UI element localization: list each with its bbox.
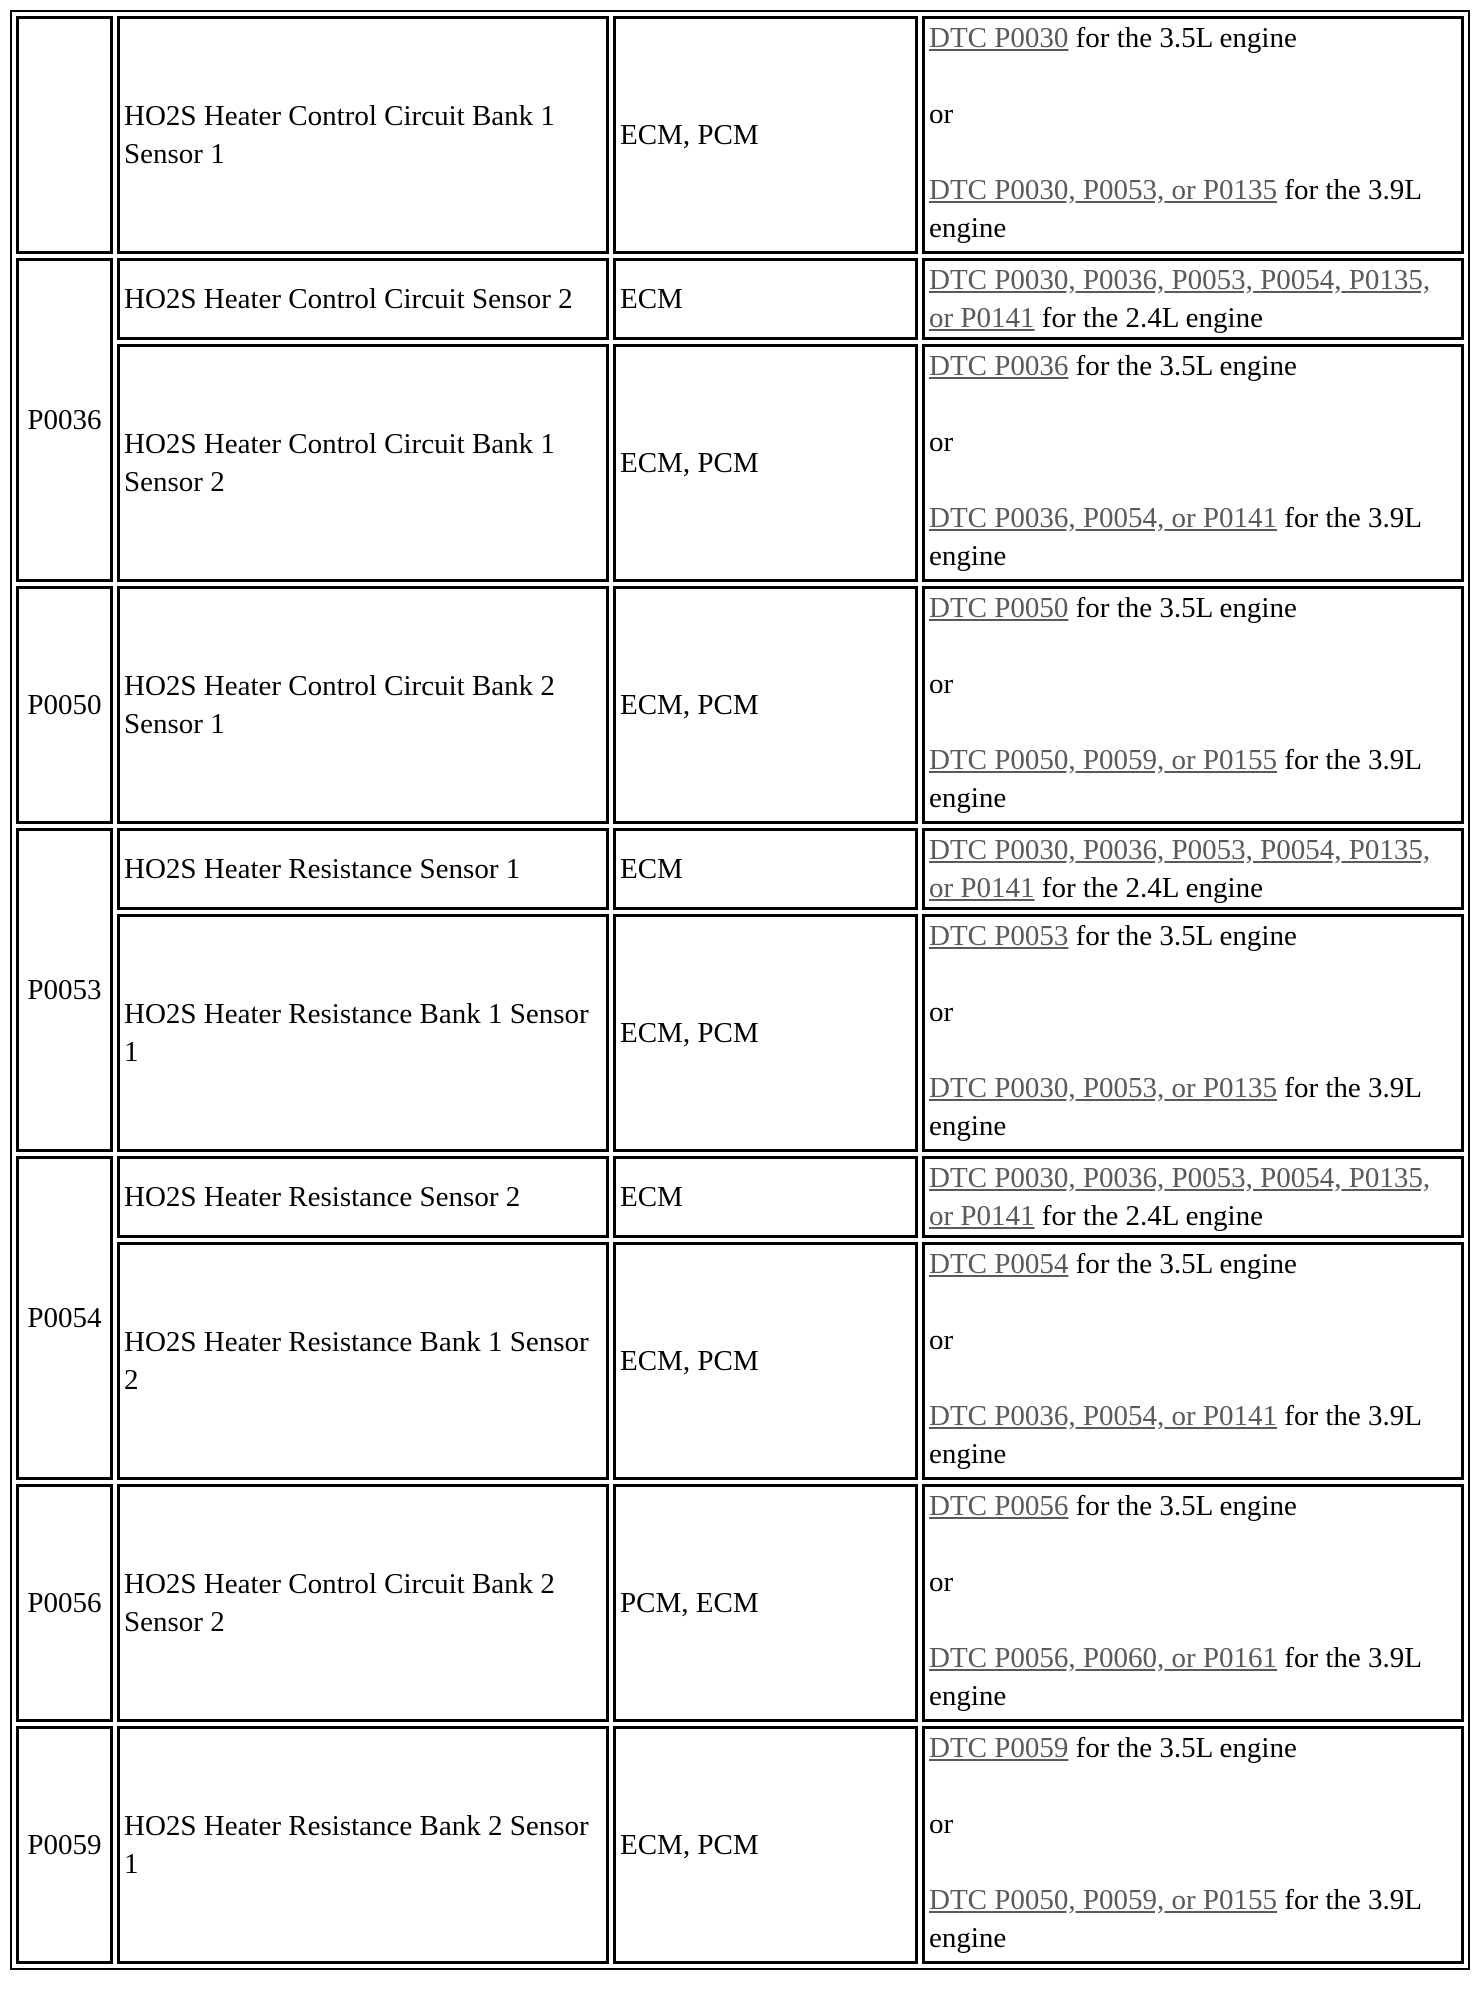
or-separator: or bbox=[929, 98, 954, 130]
module-cell: PCM, ECM bbox=[613, 1484, 918, 1722]
description-cell: HO2S Heater Control Circuit Bank 2 Sensor 1 bbox=[117, 586, 609, 824]
or-separator: or bbox=[929, 426, 954, 458]
diagnostic-reference-cell bbox=[922, 1156, 1464, 1238]
or-separator: or bbox=[929, 1808, 954, 1840]
module-cell: ECM, PCM bbox=[613, 16, 918, 254]
description-cell: HO2S Heater Control Circuit Sensor 2 bbox=[117, 258, 609, 340]
engine-suffix: for the 3.9L engine bbox=[929, 744, 1421, 814]
reference-line bbox=[929, 499, 1455, 575]
module-cell: ECM, PCM bbox=[613, 914, 918, 1152]
module-cell: ECM bbox=[613, 828, 918, 910]
dtc-table-page bbox=[10, 10, 1462, 1970]
table-row bbox=[16, 1484, 1464, 1722]
dtc-reference-link[interactable]: DTC P0053 bbox=[929, 920, 1069, 952]
dtc-code-cell: P0059 bbox=[16, 1726, 113, 1964]
diagnostic-reference-cell bbox=[922, 586, 1464, 824]
dtc-reference-link[interactable]: DTC P0056 bbox=[929, 1490, 1069, 1522]
reference-line bbox=[929, 741, 1455, 817]
diagnostic-reference-cell bbox=[922, 914, 1464, 1152]
reference-line bbox=[929, 1245, 1455, 1283]
module-cell: ECM, PCM bbox=[613, 586, 918, 824]
dtc-reference-link[interactable]: DTC P0036, P0054, or P0141 bbox=[929, 1400, 1278, 1432]
reference-line bbox=[929, 1159, 1455, 1235]
reference-line bbox=[929, 1881, 1455, 1957]
table-row bbox=[16, 16, 1464, 254]
reference-line bbox=[929, 171, 1455, 247]
dtc-code-cell: P0053 bbox=[16, 828, 113, 1152]
engine-suffix: for the 2.4L engine bbox=[1034, 872, 1263, 904]
description-cell: HO2S Heater Resistance Bank 1 Sensor 1 bbox=[117, 914, 609, 1152]
engine-suffix: for the 3.9L engine bbox=[929, 174, 1421, 244]
description-cell: HO2S Heater Resistance Bank 1 Sensor 2 bbox=[117, 1242, 609, 1480]
engine-suffix: for the 3.9L engine bbox=[929, 502, 1421, 572]
engine-suffix: for the 3.5L engine bbox=[1068, 22, 1297, 54]
module-cell: ECM, PCM bbox=[613, 1726, 918, 1964]
module-cell: ECM, PCM bbox=[613, 1242, 918, 1480]
engine-suffix: for the 3.5L engine bbox=[1068, 1490, 1297, 1522]
or-separator: or bbox=[929, 1566, 954, 1598]
diagnostic-reference-cell bbox=[922, 1484, 1464, 1722]
description-cell: HO2S Heater Resistance Sensor 1 bbox=[117, 828, 609, 910]
description-cell: HO2S Heater Resistance Sensor 2 bbox=[117, 1156, 609, 1238]
table-row bbox=[16, 586, 1464, 824]
reference-line bbox=[929, 19, 1455, 57]
dtc-reference-link[interactable]: DTC P0030, P0053, or P0135 bbox=[929, 1072, 1278, 1104]
dtc-reference-link[interactable]: DTC P0030 bbox=[929, 22, 1069, 54]
module-cell: ECM, PCM bbox=[613, 344, 918, 582]
description-cell: HO2S Heater Control Circuit Bank 2 Sensor 2 bbox=[117, 1484, 609, 1722]
dtc-code-cell bbox=[16, 16, 113, 254]
reference-line bbox=[929, 831, 1455, 907]
dtc-reference-link[interactable]: DTC P0059 bbox=[929, 1732, 1069, 1764]
or-separator: or bbox=[929, 996, 954, 1028]
reference-line bbox=[929, 261, 1455, 337]
engine-suffix: for the 3.9L engine bbox=[929, 1642, 1421, 1712]
description-cell: HO2S Heater Control Circuit Bank 1 Sensor 1 bbox=[117, 16, 609, 254]
dtc-code-cell: P0054 bbox=[16, 1156, 113, 1480]
module-cell: ECM bbox=[613, 258, 918, 340]
dtc-code-cell: P0036 bbox=[16, 258, 113, 582]
module-cell: ECM bbox=[613, 1156, 918, 1238]
dtc-code-cell: P0050 bbox=[16, 586, 113, 824]
dtc-reference-link[interactable]: DTC P0050 bbox=[929, 592, 1069, 624]
dtc-reference-link[interactable]: DTC P0050, P0059, or P0155 bbox=[929, 1884, 1278, 1916]
diagnostic-reference-cell bbox=[922, 1242, 1464, 1480]
reference-line bbox=[929, 1729, 1455, 1767]
engine-suffix: for the 3.5L engine bbox=[1068, 920, 1297, 952]
description-cell: HO2S Heater Resistance Bank 2 Sensor 1 bbox=[117, 1726, 609, 1964]
reference-line bbox=[929, 1397, 1455, 1473]
diagnostic-reference-cell bbox=[922, 828, 1464, 910]
engine-suffix: for the 3.5L engine bbox=[1068, 592, 1297, 624]
dtc-table-body bbox=[16, 16, 1464, 1964]
dtc-reference-link[interactable]: DTC P0056, P0060, or P0161 bbox=[929, 1642, 1278, 1674]
description-cell: HO2S Heater Control Circuit Bank 1 Sensor 2 bbox=[117, 344, 609, 582]
or-separator: or bbox=[929, 1324, 954, 1356]
table-row bbox=[16, 1726, 1464, 1964]
engine-suffix: for the 3.5L engine bbox=[1068, 1248, 1297, 1280]
dtc-reference-link[interactable]: DTC P0030, P0036, P0053, P0054, P0135, or P0141 bbox=[929, 264, 1431, 334]
dtc-reference-link[interactable]: DTC P0036, P0054, or P0141 bbox=[929, 502, 1278, 534]
diagnostic-reference-cell bbox=[922, 16, 1464, 254]
engine-suffix: for the 3.9L engine bbox=[929, 1400, 1421, 1470]
diagnostic-reference-cell bbox=[922, 258, 1464, 340]
engine-suffix: for the 3.5L engine bbox=[1068, 350, 1297, 382]
table-row bbox=[16, 344, 1464, 582]
engine-suffix: for the 2.4L engine bbox=[1034, 1200, 1263, 1232]
dtc-reference-link[interactable]: DTC P0050, P0059, or P0155 bbox=[929, 744, 1278, 776]
engine-suffix: for the 2.4L engine bbox=[1034, 302, 1263, 334]
engine-suffix: for the 3.5L engine bbox=[1068, 1732, 1297, 1764]
dtc-reference-link[interactable]: DTC P0036 bbox=[929, 350, 1069, 382]
table-row bbox=[16, 914, 1464, 1152]
reference-line bbox=[929, 1639, 1455, 1715]
table-row bbox=[16, 1156, 1464, 1238]
table-row bbox=[16, 1242, 1464, 1480]
reference-line bbox=[929, 917, 1455, 955]
dtc-code-cell: P0056 bbox=[16, 1484, 113, 1722]
dtc-reference-link[interactable]: DTC P0030, P0036, P0053, P0054, P0135, or P0141 bbox=[929, 834, 1431, 904]
dtc-reference-link[interactable]: DTC P0054 bbox=[929, 1248, 1069, 1280]
reference-line bbox=[929, 347, 1455, 385]
table-row bbox=[16, 258, 1464, 340]
reference-line bbox=[929, 589, 1455, 627]
dtc-reference-link[interactable]: DTC P0030, P0036, P0053, P0054, P0135, or P0141 bbox=[929, 1162, 1431, 1232]
diagnostic-reference-cell bbox=[922, 1726, 1464, 1964]
engine-suffix: for the 3.9L engine bbox=[929, 1884, 1421, 1954]
dtc-reference-link[interactable]: DTC P0030, P0053, or P0135 bbox=[929, 174, 1278, 206]
engine-suffix: for the 3.9L engine bbox=[929, 1072, 1421, 1142]
or-separator: or bbox=[929, 668, 954, 700]
reference-line bbox=[929, 1069, 1455, 1145]
table-row bbox=[16, 828, 1464, 910]
dtc-table bbox=[10, 10, 1470, 1970]
diagnostic-reference-cell bbox=[922, 344, 1464, 582]
reference-line bbox=[929, 1487, 1455, 1525]
